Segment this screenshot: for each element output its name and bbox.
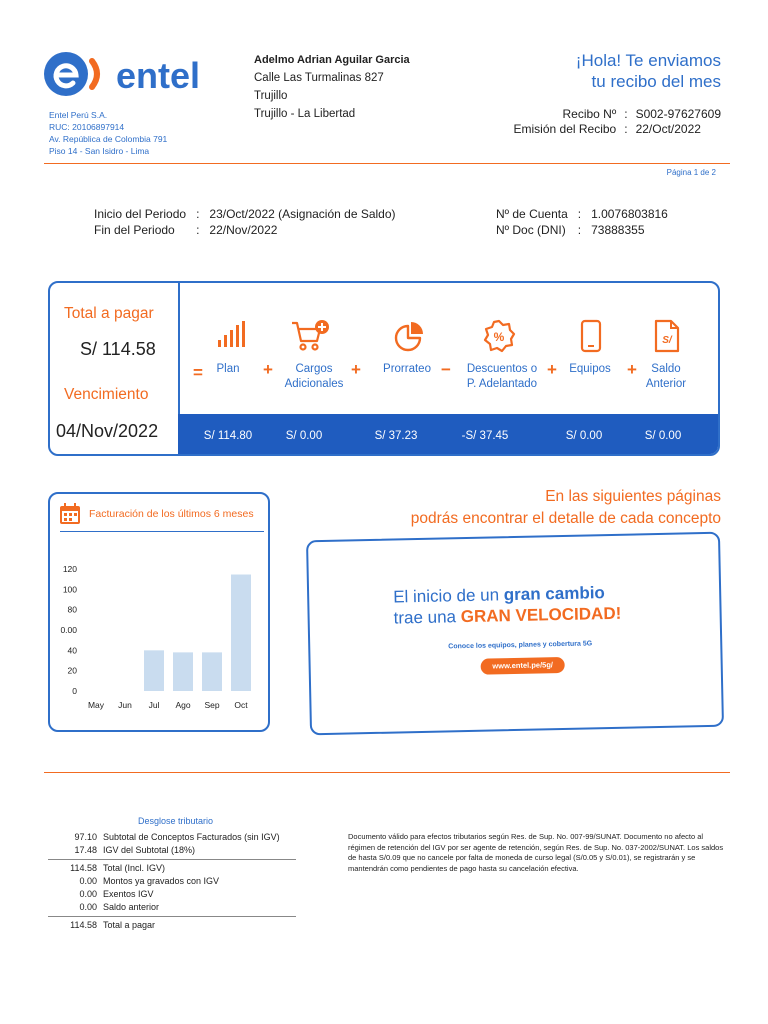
billing-chart-card (48, 492, 270, 732)
tax-row (48, 901, 296, 914)
client-info (254, 51, 410, 123)
category-equipos-label: Equipos (569, 363, 611, 375)
tax-amount: 0.00 (79, 876, 97, 886)
greeting-line2: tu recibo del mes (591, 72, 721, 91)
plus-operator: + (547, 360, 557, 379)
cart-plus-icon (290, 319, 330, 351)
company-floor: Piso 14 - San Isidro - Lima (49, 146, 150, 156)
total-panel (50, 283, 180, 454)
y-tick-label: 80 (67, 604, 77, 615)
y-tick-label: 40 (67, 645, 77, 656)
receipt-info (514, 107, 721, 137)
bar-oct (231, 575, 251, 691)
tax-divider (48, 916, 296, 917)
promo-link-button[interactable]: www.entel.pe/5g/ (481, 657, 565, 675)
client-address: Calle Las Turmalinas 827 (254, 72, 384, 84)
entel-logo-text: entel (116, 55, 201, 96)
separator: : (196, 223, 200, 237)
billing-period (94, 206, 396, 238)
y-tick-label: 120 (62, 564, 77, 574)
payment-summary (48, 281, 720, 456)
separator: : (624, 107, 628, 121)
x-tick-label: May (87, 700, 105, 710)
category-prorrateo-label: Prorrateo (383, 363, 431, 375)
category-saldo-label: Saldo (651, 363, 681, 375)
tax-label: Total (Incl. IGV) (103, 863, 166, 873)
value-cargos: S/ 0.00 (285, 430, 323, 442)
greeting-line1: ¡Hola! Te enviamos (575, 51, 721, 70)
value-equipos: S/ 0.00 (565, 430, 603, 442)
tax-amount: 114.58 (70, 863, 97, 873)
account-label: Nº de Cuenta (496, 207, 568, 221)
x-tick-label: Oct (234, 700, 248, 710)
x-tick-label: Sep (204, 700, 220, 710)
separator: : (577, 223, 582, 237)
promo-headline-1a: El inicio de un (393, 585, 504, 607)
legal-notice: Documento válido para efectos tributarios según Res. de Sup. No. 007-99/SUNAT. Documento no afecto al régimen de retención del IGV por ser agente de retención, según Res. de Sup. No. 037-2002/SUNAT. Los saldos de hasta S/0.09 que no cancele por falta de moneda de curso legal (S/0.05 y S/0.01), se registrarán y se mantendrán como pendientes de pago hasta su cancelación efectiva. (348, 832, 724, 873)
total-label: Total a pagar (64, 305, 154, 322)
chart-title: Facturación de los últimos 6 meses (89, 508, 254, 520)
category-saldo-label2: Anterior (645, 378, 687, 390)
company-name: Entel Perú S.A. (49, 110, 108, 120)
category-saldo (618, 362, 714, 392)
y-tick-label: 0.00 (60, 625, 77, 635)
due-date: 04/Nov/2022 (56, 421, 159, 441)
tax-row (48, 888, 296, 901)
promo-headline (393, 582, 622, 629)
tax-row (48, 844, 296, 857)
period-start-label: Inicio del Periodo (94, 207, 187, 221)
tax-amount: 97.10 (74, 832, 97, 842)
bar-ago (173, 652, 193, 691)
receipt-date: 22/Oct/2022 (635, 122, 701, 136)
client-region: Trujillo - La Libertad (254, 108, 356, 120)
receipt-date-label: Emisión del Recibo (513, 122, 617, 136)
promo-headline-1b: gran cambio (503, 583, 606, 605)
tax-label: Exentos IGV (103, 889, 154, 899)
value-saldo: S/ 0.00 (644, 430, 682, 442)
bar-jul (144, 650, 164, 691)
period-end: 22/Nov/2022 (209, 223, 278, 237)
tax-row (48, 831, 296, 844)
svg-text:S/: S/ (662, 335, 672, 346)
divider (44, 772, 730, 773)
account-info (496, 206, 668, 238)
category-descuentos-label: Descuentos o (466, 363, 538, 375)
tax-amount: 0.00 (79, 889, 97, 899)
entel-logo (44, 50, 234, 100)
tax-divider (48, 859, 296, 860)
value-descuentos: -S/ 37.45 (461, 430, 509, 442)
category-cargos-label2: Adicionales (284, 378, 344, 390)
discount-badge-icon (482, 319, 516, 353)
client-name: Adelmo Adrian Aguilar Garcia (254, 54, 410, 66)
category-descuentos (454, 362, 550, 392)
y-tick-label: 100 (62, 584, 77, 595)
tax-row (48, 919, 296, 932)
doc-number: 73888355 (591, 223, 645, 237)
x-tick-label: Ago (175, 700, 191, 710)
value-prorrateo: S/ 37.23 (374, 430, 418, 442)
document-soles-icon (653, 319, 681, 353)
detail-note-line2: podrás encontrar el detalle de cada concepto (410, 510, 721, 527)
tax-label: Montos ya gravados con IGV (103, 876, 220, 886)
category-plan (180, 362, 276, 377)
category-prorrateo (359, 362, 455, 377)
tax-row (48, 875, 296, 888)
divider (44, 163, 730, 164)
bar-sep (202, 652, 222, 691)
client-city: Trujillo (254, 90, 288, 102)
minus-operator: − (441, 360, 451, 379)
tax-breakdown-title: Desglose tributario (138, 816, 214, 826)
page-indicator: Página 1 de 2 (666, 168, 716, 177)
y-tick-label: 0 (72, 686, 77, 696)
company-ruc: RUC: 20106897914 (49, 122, 125, 132)
x-tick-label: Jun (118, 700, 132, 710)
category-descuentos-label2: P. Adelantado (466, 378, 538, 390)
separator: : (577, 207, 582, 221)
signal-icon (216, 321, 246, 349)
due-label: Vencimiento (64, 386, 149, 403)
total-amount: S/ 114.58 (80, 339, 156, 359)
tax-label: Subtotal de Conceptos Facturados (sin IGV) (103, 832, 280, 842)
category-cargos-label: Cargos (295, 363, 333, 375)
promo-headline-2b: GRAN VELOCIDAD! (460, 603, 622, 627)
receipt-number-label: Recibo Nº (562, 107, 617, 121)
plus-operator: + (351, 360, 361, 379)
doc-label: Nº Doc (DNI) (496, 223, 566, 237)
tax-row (48, 862, 296, 875)
equals-operator: = (193, 363, 203, 382)
promo-banner[interactable] (306, 532, 724, 736)
greeting (576, 50, 721, 92)
svg-text:%: % (493, 330, 505, 344)
bar-chart (50, 494, 268, 730)
x-tick-label: Jul (148, 700, 160, 710)
category-cargos (266, 362, 362, 392)
tax-breakdown (48, 831, 296, 932)
y-tick-label: 20 (67, 665, 77, 676)
tax-label: Total a pagar (103, 920, 156, 930)
tax-label: IGV del Subtotal (18%) (103, 845, 196, 855)
account-number: 1.0076803816 (591, 207, 668, 221)
detail-note (411, 486, 721, 530)
receipt-number: S002-97627609 (635, 107, 721, 121)
promo-headline-2a: trae una (393, 607, 461, 628)
detail-note-line1: En las siguientes páginas (545, 488, 721, 505)
promo-subtext: Conoce los equipos, planes y cobertura 5G (448, 640, 593, 651)
tax-amount: 0.00 (79, 902, 97, 912)
plus-operator: + (263, 360, 273, 379)
value-plan: S/ 114.80 (203, 430, 253, 442)
tax-amount: 17.48 (74, 845, 97, 855)
phone-icon (580, 319, 602, 353)
separator: : (624, 122, 628, 136)
category-plan-label: Plan (216, 363, 240, 375)
company-address: Av. República de Colombia 791 (49, 134, 168, 144)
tax-amount: 114.58 (70, 920, 97, 930)
period-start: 23/Oct/2022 (Asignación de Saldo) (209, 207, 396, 221)
period-end-label: Fin del Periodo (94, 223, 175, 237)
tax-label: Saldo anterior (103, 902, 160, 912)
company-info (49, 109, 167, 157)
separator: : (196, 207, 200, 221)
pie-chart-icon (393, 320, 425, 352)
plus-operator: + (627, 360, 637, 379)
